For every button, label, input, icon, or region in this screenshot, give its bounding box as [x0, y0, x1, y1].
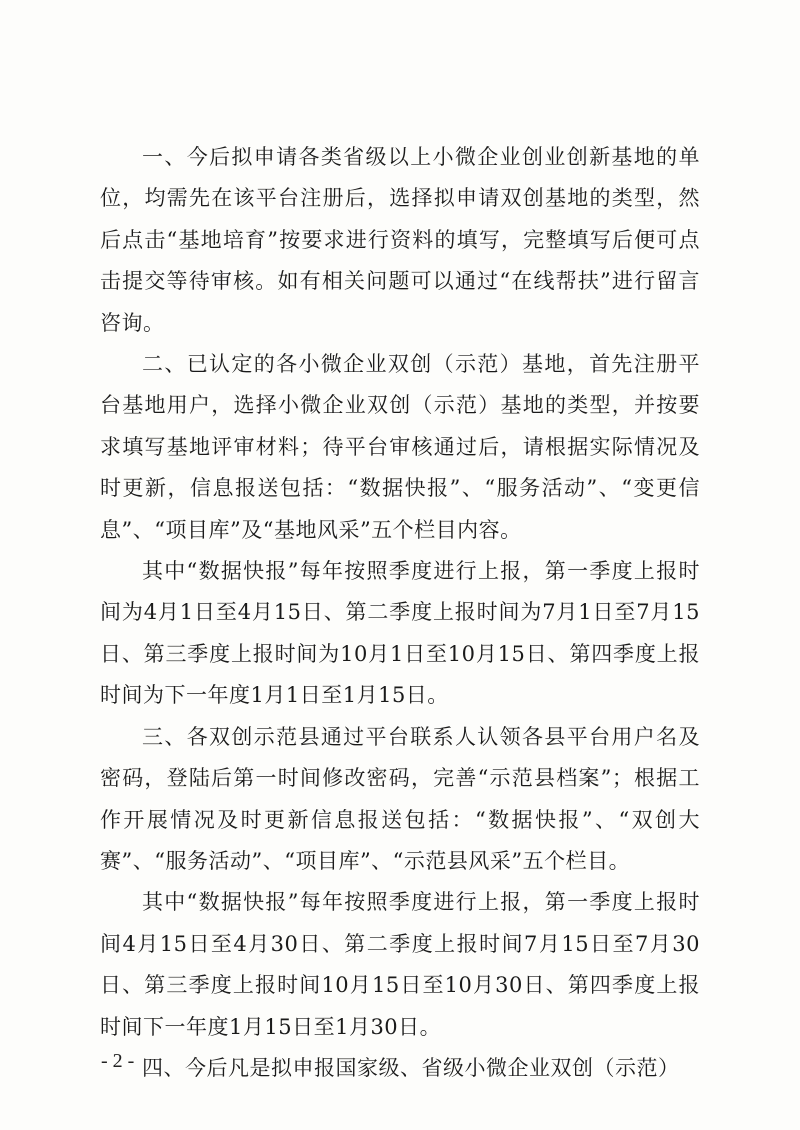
paragraph-5: 其中“数据快报”每年按照季度进行上报，第一季度上报时间4月15日至4月30日、第二季度上报时间7月15日至7月30日、第三季度上报时间10月15日至10月30日、第四季度上报时间下一年度1月15日至1月30日。 — [100, 890, 700, 1039]
page-number: - 2 - — [101, 1050, 135, 1072]
paragraph-6: 四、今后凡是拟申报国家级、省级小微企业双创（示范） — [142, 1055, 680, 1080]
document-body — [100, 137, 700, 1089]
paragraph-1: 一、今后拟申请各类省级以上小微企业创业创新基地的单位，均需先在该平台注册后，选择拟申请双创基地的类型，然后点击“基地培育”按要求进行资料的填写，完整填写后便可点击提交等待审核。如有相关问题可以通过“在线帮扶”进行留言咨询。 — [100, 145, 700, 335]
paragraph-2: 二、已认定的各小微企业双创（示范）基地，首先注册平台基地用户，选择小微企业双创（示范）基地的类型，并按要求填写基地评审材料；待平台审核通过后，请根据实际情况及时更新，信息报送包括：“数据快报”、“服务活动”、“变更信息”、“项目库”及“基地风采”五个栏目内容。 — [100, 352, 700, 542]
paragraph-4: 三、各双创示范县通过平台联系人认领各县平台用户名及密码，登陆后第一时间修改密码，完善“示范县档案”；根据工作开展情况及时更新信息报送包括：“数据快报”、“双创大赛”、“服务活动”、“项目库”、“示范县风采”五个栏目。 — [100, 724, 700, 873]
paragraph-3: 其中“数据快报”每年按照季度进行上报，第一季度上报时间为4月1日至4月15日、第二季度上报时间为7月1日至7月15日、第三季度上报时间为10月1日至10月15日、第四季度上报时间为下一年度1月1日至1月15日。 — [100, 559, 700, 708]
